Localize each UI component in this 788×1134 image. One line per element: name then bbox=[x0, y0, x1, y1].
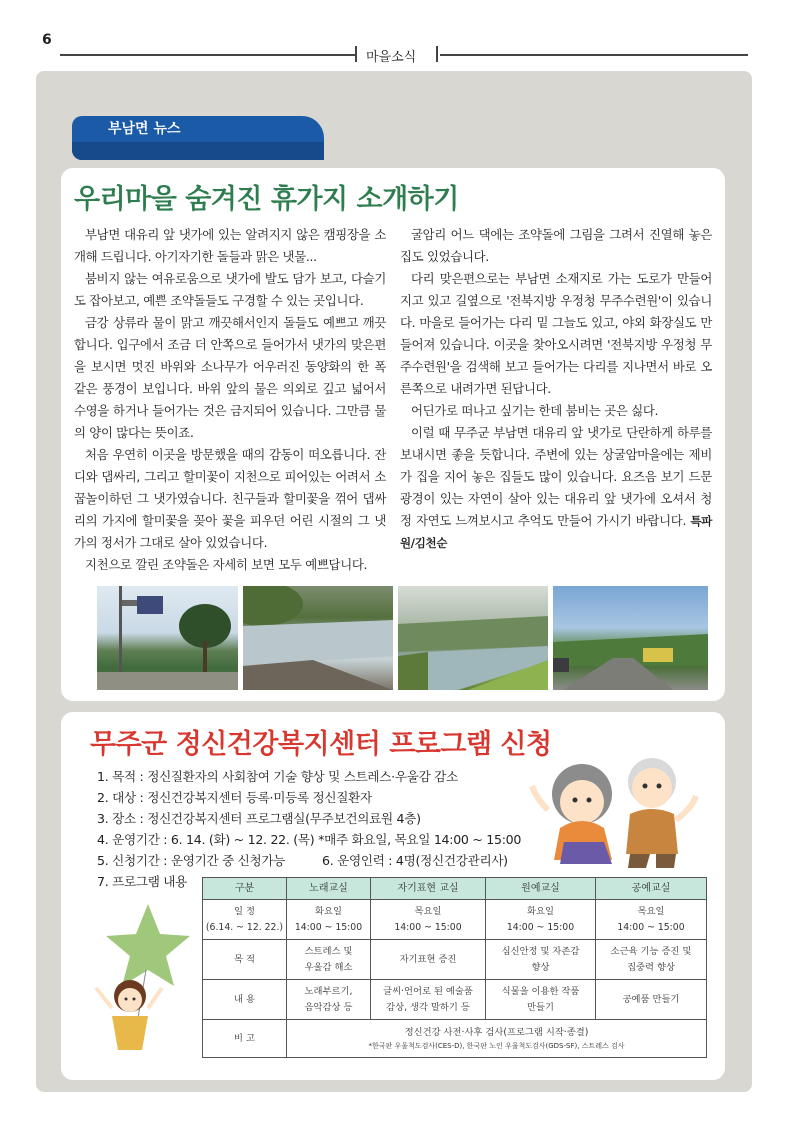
page-number: 6 bbox=[42, 32, 52, 48]
program-item-staff: 6. 운영인력 : 4명(정신건강관리사) bbox=[322, 853, 508, 868]
photo-country-road bbox=[553, 586, 708, 690]
table-header: 노래교실 bbox=[287, 878, 371, 900]
table-cell: 목요일 14:00 ~ 15:00 bbox=[371, 900, 486, 940]
program-item-purpose: 1. 목적 : 정신질환자의 사회참여 기술 향상 및 스트레스·우울감 감소 bbox=[97, 769, 458, 784]
table-cell: 글씨·언어로 된 예술품 감상, 생각 말하기 등 bbox=[371, 980, 486, 1020]
table-cell: 목 적 bbox=[203, 940, 287, 980]
table-cell: 목요일 14:00 ~ 15:00 bbox=[596, 900, 707, 940]
article-paragraph: 다리 맞은편으로는 부남면 소재지로 가는 도로가 만들어지고 있고 길옆으로 '전북지방 우정청 무주수련원'이 있습니다. 마을로 들어가는 다리 밑 그늘도 있고, 야외 화장실도 만들어져 있습니다. 이곳을 찾아오시려면 '전북지방 우정청 무주수련원'을 검색해 보고 들어가는 다리를 지나면서 바로 오른쪽으로 내려가면 된답니다. bbox=[400, 271, 712, 396]
article-paragraph: 굴암리 어느 댁에는 조약돌에 그림을 그려서 진열해 놓은 집도 있었습니다. bbox=[400, 227, 712, 264]
program-item-contents: 7. 프로그램 내용 bbox=[97, 874, 188, 889]
table-row bbox=[203, 980, 707, 1020]
photo-river-meadow-art bbox=[398, 586, 548, 690]
news-tab-label: 부남면 뉴스 bbox=[108, 121, 181, 137]
program-title: 무주군 정신건강복지센터 프로그램 신청 bbox=[90, 729, 552, 760]
table-cell: 소근육 기능 증진 및 집중력 향상 bbox=[596, 940, 707, 980]
table-row bbox=[203, 940, 707, 980]
header-rule-tick-right bbox=[436, 46, 438, 62]
article-paragraph: 어딘가로 떠나고 싶기는 한데 붐비는 곳은 싫다. bbox=[411, 403, 659, 418]
table-cell: 노래부르기, 음악감상 등 bbox=[287, 980, 371, 1020]
article-right-column bbox=[400, 224, 712, 554]
photo-stream-rocks bbox=[243, 586, 393, 690]
article-left-column bbox=[74, 224, 386, 576]
article-paragraph: 부남면 대유리 앞 냇가에 있는 알려지지 않은 캠핑장을 소개해 드립니다. 아기자기한 돌들과 맑은 냇물... bbox=[74, 227, 386, 264]
news-tab-shade bbox=[72, 142, 324, 160]
table-row bbox=[203, 1020, 707, 1058]
article-paragraph: 붐비지 않는 여유로움으로 냇가에 발도 담가 보고, 다슬기도 잡아보고, 예쁜 조약돌들도 구경할 수 있는 곳입니다. bbox=[74, 271, 386, 308]
table-header-row bbox=[203, 878, 707, 900]
program-item-target: 2. 대상 : 정신건강복지센터 등록·미등록 정신질환자 bbox=[97, 790, 372, 805]
photo-road-sign-pine bbox=[97, 586, 238, 690]
table-cell-remark bbox=[287, 1020, 707, 1058]
remark-main: 정신건강 사전·사후 검사(프로그램 시작·종결) bbox=[404, 1027, 589, 1038]
table-header: 자기표현 교실 bbox=[371, 878, 486, 900]
table-cell: 비 고 bbox=[203, 1020, 287, 1058]
table-cell: 자기표현 증진 bbox=[371, 940, 486, 980]
section-title: 마을소식 bbox=[366, 50, 417, 65]
photo-country-road-art bbox=[553, 586, 708, 690]
byline: 특파원/김천순 bbox=[400, 514, 713, 550]
article-paragraph: 지천으로 깔린 조약돌은 자세히 보면 모두 예쁘답니다. bbox=[85, 557, 368, 572]
article-title: 우리마을 숨겨진 휴가지 소개하기 bbox=[74, 184, 459, 215]
table-header: 공예교실 bbox=[596, 878, 707, 900]
table-cell: 스트레스 및 우울감 해소 bbox=[287, 940, 371, 980]
article-paragraph bbox=[400, 422, 712, 554]
program-item-location: 3. 장소 : 정신건강복지센터 프로그램실(무주보건의료원 4층) bbox=[97, 811, 421, 826]
program-item-period: 4. 운영기간 : 6. 14. (화) ~ 12. 22. (목) *매주 화요일, 목요일 14:00 ~ 15:00 bbox=[97, 832, 522, 847]
photo-road-sign-pine-art bbox=[97, 586, 238, 690]
table-header: 원예교실 bbox=[486, 878, 596, 900]
table-cell: 화요일 14:00 ~ 15:00 bbox=[486, 900, 596, 940]
header-rule-left bbox=[60, 54, 355, 56]
table-cell: 내 용 bbox=[203, 980, 287, 1020]
table-cell: 화요일 14:00 ~ 15:00 bbox=[287, 900, 371, 940]
header-rule-tick-left bbox=[355, 46, 357, 62]
table-cell: 공예품 만들기 bbox=[596, 980, 707, 1020]
article-paragraph: 금강 상류라 물이 맑고 깨끗해서인지 돌들도 예쁘고 깨끗합니다. 입구에서 조금 더 안쪽으로 들어가서 냇가의 맞은편을 보시면 멋진 바위와 소나무가 어우러진 동양화의 한 폭 같은 풍경이 보입니다. 바위 앞의 물은 의외로 깊고 넓어서 수영을 하거나 들어가는 것은 금지되어 있습니다. 그만큼 물의 양이 많다는 뜻이죠. bbox=[74, 315, 386, 440]
table-cell: 식물을 이용한 작품 만들기 bbox=[486, 980, 596, 1020]
program-table bbox=[202, 877, 707, 1058]
article-paragraph-text: 이럴 때 무주군 부남면 대유리 앞 냇가로 단란하게 하루를 보내시면 좋을 듯합니다. 주변에 있는 상굴암마을에는 제비가 집을 지어 놓은 집들도 많이 있습니다. 요즈음 보기 드문 광경이 있는 자연이 살아 있는 대유리 앞 냇가에 오셔서 청정 자연도 느껴보시고 추억도 만들어 가시기 바랍니다. bbox=[400, 425, 712, 528]
header-rule-right bbox=[440, 54, 748, 56]
table-cell: 일 정 (6.14. ~ 12. 22.) bbox=[203, 900, 287, 940]
elderly-couple-illustration bbox=[520, 742, 710, 870]
article-paragraph: 처음 우연히 이곳을 방문했을 때의 감동이 떠오릅니다. 잔디와 댑싸리, 그리고 할미꽃이 지천으로 피어있는 어려서 소꿉놀이하던 그 냇가였습니다. 친구들과 할미꽃을 꺾어 댑싸리의 가지에 할미꽃을 꽂아 꽃을 피우던 어린 시절의 그 냇가의 정서가 그대로 살아 있었습니다. bbox=[74, 447, 386, 550]
table-row bbox=[203, 900, 707, 940]
remark-note: *한국판 우울척도검사(CES-D), 한국판 노인 우울척도검사(GDS-SF), 스트레스 검사 bbox=[368, 1042, 625, 1050]
table-header: 구분 bbox=[203, 878, 287, 900]
photo-river-meadow bbox=[398, 586, 548, 690]
program-item-apply: 5. 신청기간 : 운영기간 중 신청가능 bbox=[97, 853, 286, 868]
table-cell: 심신안정 및 자존감 향상 bbox=[486, 940, 596, 980]
photo-stream-rocks-art bbox=[243, 586, 393, 690]
star-balloon-girl-illustration bbox=[90, 900, 190, 1070]
